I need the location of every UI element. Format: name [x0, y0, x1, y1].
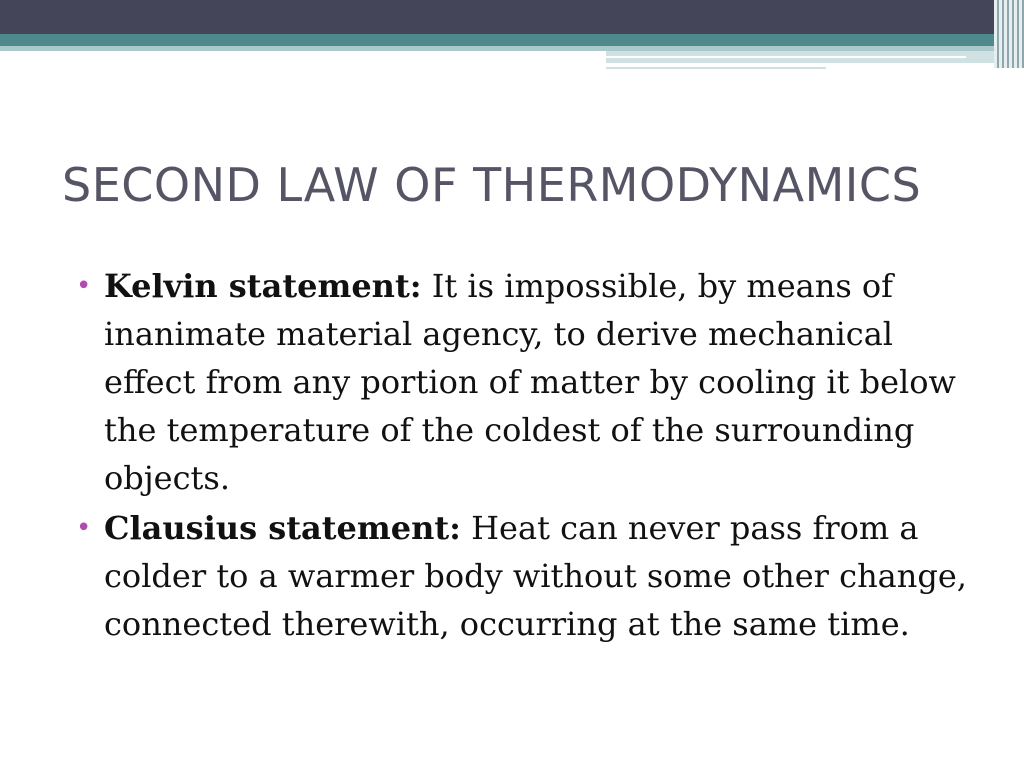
bullet-dot-icon: •	[76, 513, 92, 543]
bullet-item-clausius	[76, 504, 976, 648]
clausius-statement-text: Heat can never pass from a colder to a warmer body without some other change, connected therewith, occurring at the same time.	[104, 509, 967, 643]
kelvin-statement-label: Kelvin statement:	[104, 267, 422, 305]
header-stripes	[994, 0, 1024, 68]
header-band-teal	[0, 34, 1024, 46]
bullet-dot-icon: •	[76, 271, 92, 301]
kelvin-statement-text: It is impossible, by means of inanimate material agency, to derive mechanical effect from any portion of matter by cooling it below the temperature of the coldest of the surrounding objects.	[104, 267, 956, 497]
header-band-dark	[0, 0, 1024, 34]
clausius-statement-label: Clausius statement:	[104, 509, 461, 547]
bullet-list	[76, 262, 976, 650]
header-sub-line	[606, 56, 966, 58]
slide-title: SECOND LAW OF THERMODYNAMICS	[62, 158, 922, 212]
header-sub-line-lower	[606, 67, 826, 69]
bullet-item-kelvin	[76, 262, 976, 502]
